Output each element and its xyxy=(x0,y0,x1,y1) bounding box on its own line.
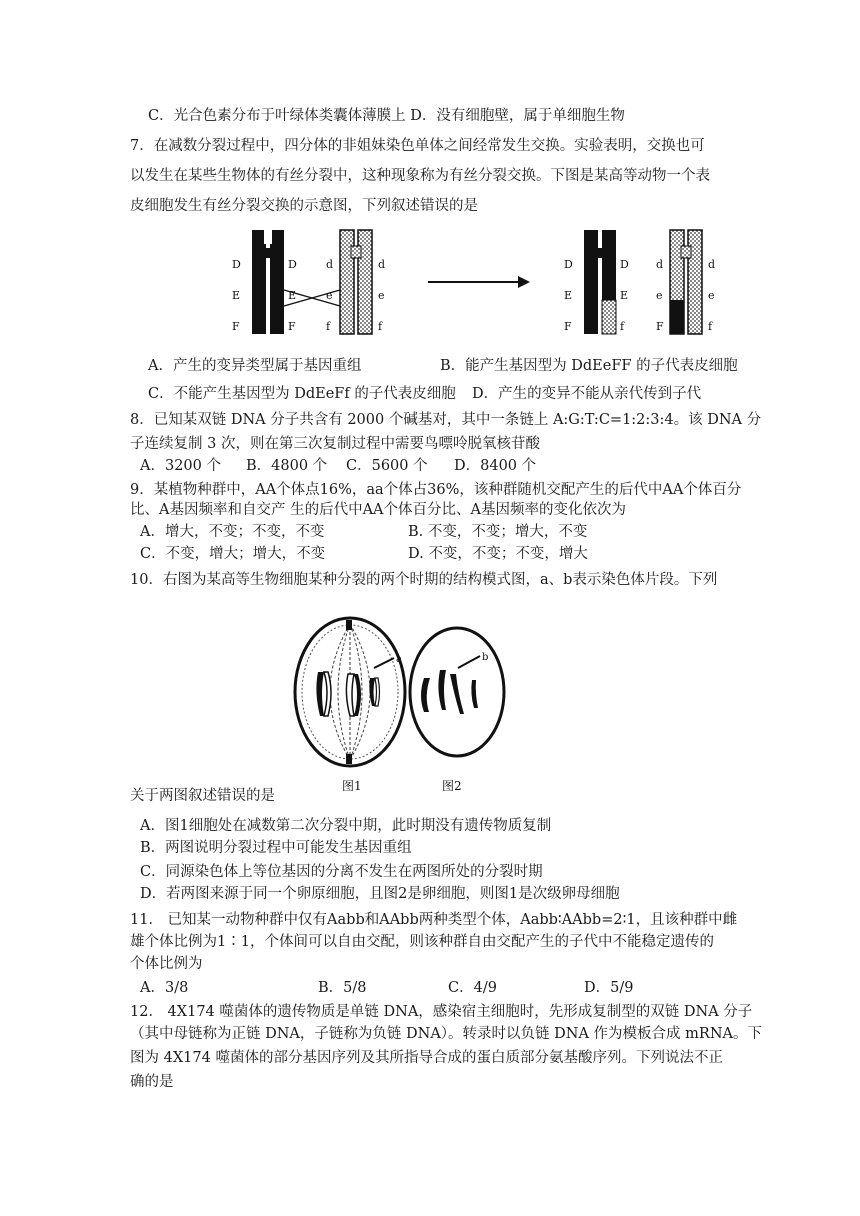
q9-stem-1: 9．某植物种群中，AA个体点16%，aa个体占36%，该种群随机交配产生的后代中AA个体百分 xyxy=(130,482,742,498)
q8-option-b: B．4800 个 xyxy=(246,458,328,474)
q9-option-c: C．不变，增大；增大，不变 xyxy=(140,546,326,562)
q7-stem-2: 以发生在某些生物体的有丝分裂中，这种现象称为有丝分裂交换。下图是某高等动物一个表 xyxy=(130,168,710,184)
q7-option-a: A．产生的变异类型属于基因重组 xyxy=(148,358,362,374)
q7-stem-3: 皮细胞发生有丝分裂交换的示意图，下列叙述错误的是 xyxy=(130,198,478,214)
q12-stem-1: 12． 4X174 噬菌体的遗传物质是单链 DNA，感染宿主细胞时，先形成复制型的双链 DNA 分子 xyxy=(130,1004,753,1020)
q12-stem-4: 确的是 xyxy=(130,1074,174,1090)
q11-option-c: C．4/9 xyxy=(448,980,497,996)
q8-option-d: D．8400 个 xyxy=(454,458,537,474)
q9-option-a: A．增大，不变；不变，不变 xyxy=(140,524,325,540)
label-F-right: F xyxy=(288,320,296,333)
q12-stem-2: （其中母链称为正链 DNA，子链称为负链 DNA）。转录时以负链 DNA 作为模板合成 mRNA。下 xyxy=(130,1026,762,1042)
cell-figure-1 xyxy=(295,618,405,766)
black-chromosome-before xyxy=(252,230,284,334)
after-label-D-left: D xyxy=(564,258,573,271)
q7-stem-1: 7．在减数分裂过程中，四分体的非姐妹染色单体之间经常发生交换。实验表明，交换也可 xyxy=(130,138,705,154)
label-f-left: f xyxy=(326,320,331,333)
q9-option-b: B. 不变，不变；增大，不变 xyxy=(408,524,588,540)
q10-stem-1: 10．右图为某高等生物细胞某种分裂的两个时期的结构模式图，a、b表示染色体片段。下列 xyxy=(130,572,718,588)
q10-option-a: A．图1细胞处在减数第二次分裂中期，此时期没有遗传物质复制 xyxy=(140,818,552,834)
after-label-D-right: D xyxy=(620,258,629,271)
label-E-left: E xyxy=(232,289,241,302)
caption-figure-2: 图2 xyxy=(442,779,462,793)
q6-option-cd: C．光合色素分布于叶绿体类囊体薄膜上 D．没有细胞壁，属于单细胞生物 xyxy=(148,108,625,124)
label-e-left: e xyxy=(326,289,333,302)
label-e-right: e xyxy=(378,289,385,302)
after-label-E-right: E xyxy=(620,289,629,302)
dotted-chromosome-before xyxy=(340,230,372,334)
after-label-d-left: d xyxy=(656,258,664,271)
q11-option-d: D．5/9 xyxy=(584,980,634,996)
after-label-e-left: e xyxy=(656,289,663,302)
black-chromosome-after xyxy=(584,230,616,334)
q10-option-c: C．同源染色体上等位基因的分离不发生在两图所处的分裂时期 xyxy=(140,864,543,880)
q11-option-a: A．3/8 xyxy=(140,980,189,996)
label-D-right: D xyxy=(288,258,297,271)
q8-stem-2: 子连续复制 3 次，则在第三次复制过程中需要鸟嘌呤脱氧核苷酸 xyxy=(130,436,540,452)
after-label-f-right: f xyxy=(620,320,625,333)
label-E-right: E xyxy=(288,289,297,302)
cell-figure-2 xyxy=(410,628,504,756)
after-label-d-right: d xyxy=(708,258,716,271)
label-F-left: F xyxy=(232,320,240,333)
q9-option-d: D. 不变，不变；不变，增大 xyxy=(408,546,588,562)
figure-7-crossover xyxy=(220,226,740,344)
label-d-right: d xyxy=(378,258,386,271)
q10-option-d: D．若两图来源于同一个卵原细胞，且图2是卵细胞，则图1是次级卵母细胞 xyxy=(140,886,620,902)
dotted-chromosome-after xyxy=(670,230,702,334)
after-label-e-right: e xyxy=(708,289,715,302)
q10-option-b: B．两图说明分裂过程中可能发生基因重组 xyxy=(140,840,412,856)
label-f-right: f xyxy=(378,320,383,333)
label-d-left: d xyxy=(326,258,334,271)
q11-stem-3: 个体比例为 xyxy=(130,956,203,972)
q9-stem-2: 比、A基因频率和自交产 生的后代中AA个体百分比、A基因频率的变化依次为 xyxy=(130,502,626,518)
q11-stem-1: 11． 已知某一动物种群中仅有Aabb和AAbb两种类型个体，Aabb∶AAbb=2∶1，且该种群中雌 xyxy=(130,912,738,928)
q7-option-b: B．能产生基因型为 DdEeFF 的子代表皮细胞 xyxy=(440,358,738,374)
q12-stem-3: 图为 4X174 噬菌体的部分基因序列及其所指导合成的蛋白质部分氨基酸序列。下列说法不正 xyxy=(130,1050,723,1066)
q8-option-a: A．3200 个 xyxy=(140,458,221,474)
q8-stem-1: 8．已知某双链 DNA 分子共含有 2000 个碱基对，其中一条链上 A:G:T:C=1:2:3:4。该 DNA 分 xyxy=(130,412,762,428)
q7-option-c: C．不能产生基因型为 DdEeFf 的子代表皮细胞 xyxy=(148,386,456,402)
after-label-F-left: F xyxy=(564,320,572,333)
figure-10-cells xyxy=(290,612,530,798)
q11-option-b: B．5/8 xyxy=(318,980,367,996)
caption-figure-1: 图1 xyxy=(342,779,362,793)
q7-option-d: D．产生的变异不能从亲代传到子代 xyxy=(472,386,702,402)
q8-option-c: C．5600 个 xyxy=(346,458,428,474)
after-label-f-far-right: f xyxy=(708,320,713,333)
q11-stem-2: 雄个体比例为1∶1，个体间可以自由交配，则该种群自由交配产生的子代中不能稳定遗传的 xyxy=(130,934,714,950)
label-D-left: D xyxy=(232,258,241,271)
label-b: b xyxy=(482,652,489,663)
after-label-E-left: E xyxy=(564,289,573,302)
q10-stem-2: 关于两图叙述错误的是 xyxy=(130,788,275,804)
label-a: a xyxy=(396,654,402,665)
after-label-F-mid: F xyxy=(656,320,664,333)
